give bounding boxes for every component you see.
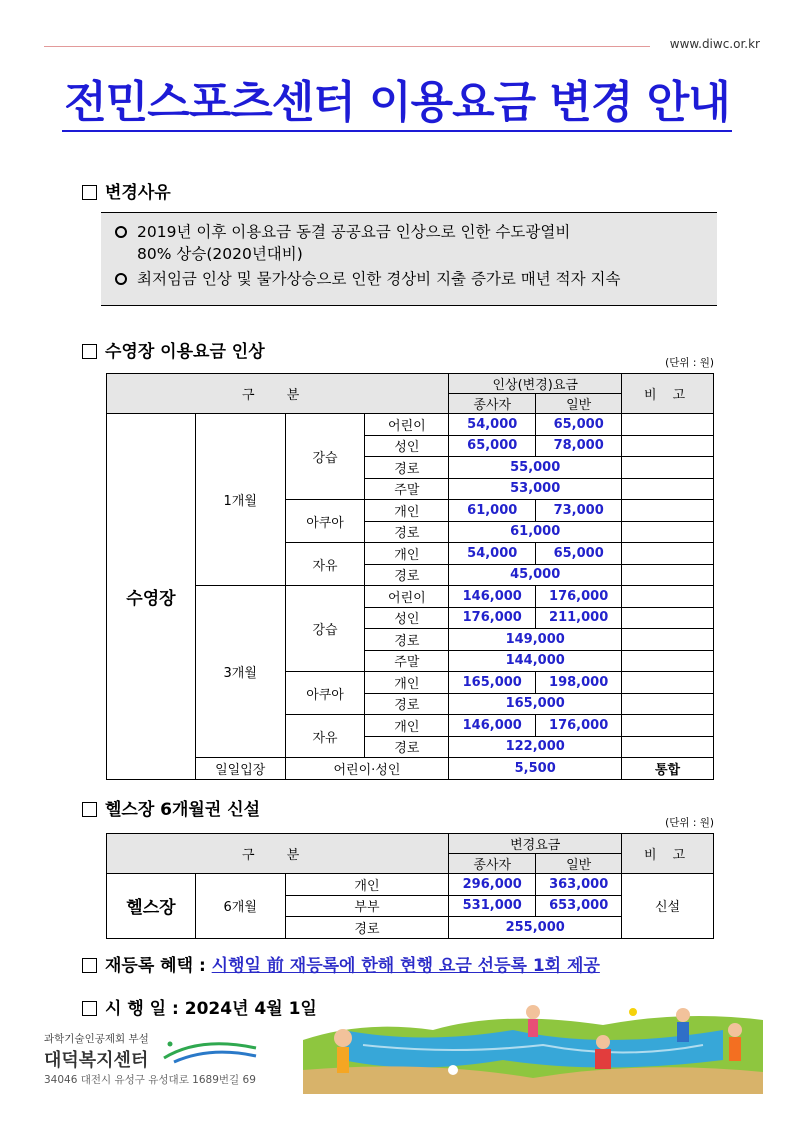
fee-cell: 165,000	[449, 693, 622, 715]
note-cell	[622, 607, 714, 629]
reregister-text: 시행일 前 재등록에 한해 현행 요금 선등록 1회 제공	[211, 956, 600, 976]
reason-heading-text: 변경사유	[105, 183, 171, 203]
table-row	[107, 874, 714, 896]
checkbox-icon	[82, 344, 97, 359]
facility-pool: 수영장	[107, 414, 196, 780]
row-label: 경로	[365, 521, 449, 543]
fee-cell: 55,000	[449, 457, 622, 479]
header-note: 비 고	[622, 834, 714, 874]
header-employee: 종사자	[449, 854, 536, 874]
fee-cell: 255,000	[449, 917, 622, 939]
fee-cell: 296,000	[449, 874, 536, 896]
note-cell	[622, 500, 714, 522]
fee-cell: 176,000	[536, 586, 622, 608]
period-6month: 6개월	[195, 874, 285, 939]
header-rule	[44, 46, 650, 47]
header-fee: 인상(변경)요금	[449, 374, 622, 394]
reregister-label: 재등록 혜택 :	[105, 956, 206, 976]
row-label: 주말	[365, 478, 449, 500]
pool-heading	[82, 337, 265, 362]
note-cell	[622, 521, 714, 543]
row-label: 개인	[285, 874, 449, 896]
row-label: 경로	[365, 564, 449, 586]
row-label: 경로	[365, 693, 449, 715]
org-logo-swoosh-icon	[160, 1032, 260, 1066]
reason-item-cont	[115, 243, 717, 265]
type-free: 자유	[285, 543, 365, 586]
fee-cell: 176,000	[536, 715, 622, 737]
fee-cell: 61,000	[449, 500, 536, 522]
header-category: 구 분	[107, 834, 449, 874]
header-general: 일반	[536, 394, 622, 414]
circle-bullet-icon	[115, 226, 127, 238]
row-label: 성인	[365, 607, 449, 629]
page-title-text: 전민스포츠센터 이용요금 변경 안내	[62, 77, 732, 132]
note-cell	[622, 629, 714, 651]
row-label: 어린이	[365, 414, 449, 436]
fee-cell: 54,000	[449, 543, 536, 565]
org-subtitle: 과학기술인공제회 부설	[44, 1033, 149, 1045]
header-category: 구 분	[107, 374, 449, 414]
reason-text: 최저임금 인상 및 물가상승으로 인한 경상비 지출 증가로 매년 적자 지속	[137, 270, 621, 288]
row-label: 개인	[365, 500, 449, 522]
fee-cell: 78,000	[536, 435, 622, 457]
note-cell	[622, 435, 714, 457]
note-cell	[622, 672, 714, 694]
row-label: 어린이	[365, 586, 449, 608]
reregister-notice	[82, 951, 600, 976]
gym-heading	[82, 795, 260, 820]
row-label: 경로	[365, 629, 449, 651]
page-title	[0, 66, 794, 130]
type-aqua: 아쿠아	[285, 672, 365, 715]
type-free: 자유	[285, 715, 365, 758]
pool-unit: (단위 : 원)	[665, 357, 714, 369]
table-row	[107, 758, 714, 780]
period-3month: 3개월	[195, 586, 285, 758]
effective-label: 시 행 일 :	[105, 999, 179, 1019]
facility-gym: 헬스장	[107, 874, 196, 939]
fee-cell: 53,000	[449, 478, 622, 500]
note-cell	[622, 414, 714, 436]
note-cell	[622, 736, 714, 758]
row-label: 개인	[365, 715, 449, 737]
type-lesson: 강습	[285, 414, 365, 500]
fee-cell: 149,000	[449, 629, 622, 651]
note-cell: 통합	[622, 758, 714, 780]
reason-item	[115, 268, 717, 290]
header-general: 일반	[536, 854, 622, 874]
type-lesson: 강습	[285, 586, 365, 672]
note-cell	[622, 543, 714, 565]
header-employee: 종사자	[449, 394, 536, 414]
circle-bullet-icon	[115, 273, 127, 285]
pool-heading-text: 수영장 이용요금 인상	[105, 342, 265, 362]
row-label: 개인	[365, 543, 449, 565]
row-label: 경로	[365, 736, 449, 758]
fee-cell: 146,000	[449, 715, 536, 737]
fee-cell: 144,000	[449, 650, 622, 672]
fee-cell: 198,000	[536, 672, 622, 694]
table-row	[107, 414, 714, 436]
header-fee: 변경요금	[449, 834, 622, 854]
row-label: 주말	[365, 650, 449, 672]
pool-fee-table	[106, 373, 714, 780]
fee-cell: 45,000	[449, 564, 622, 586]
header-note: 비 고	[622, 374, 714, 414]
note-cell	[622, 586, 714, 608]
fee-cell: 653,000	[536, 895, 622, 917]
fee-cell: 211,000	[536, 607, 622, 629]
reason-heading	[82, 178, 171, 203]
row-label: 성인	[365, 435, 449, 457]
note-cell	[622, 693, 714, 715]
note-cell	[622, 650, 714, 672]
fee-cell: 5,500	[449, 758, 622, 780]
row-label: 경로	[365, 457, 449, 479]
fee-cell: 176,000	[449, 607, 536, 629]
note-cell	[622, 457, 714, 479]
note-cell	[622, 564, 714, 586]
row-label: 개인	[365, 672, 449, 694]
fee-cell: 146,000	[449, 586, 536, 608]
reason-box	[101, 212, 717, 306]
fee-cell: 65,000	[449, 435, 536, 457]
reason-text: 80% 상승(2020년대비)	[137, 245, 303, 263]
gym-fee-table	[106, 833, 714, 939]
org-name: 대덕복지센터	[44, 1050, 149, 1071]
checkbox-icon	[82, 185, 97, 200]
daily-label: 일일입장	[195, 758, 285, 780]
fee-cell: 54,000	[449, 414, 536, 436]
daily-target: 어린이·성인	[285, 758, 449, 780]
org-address: 34046 대전시 유성구 유성대로 1689번길 69	[44, 1074, 256, 1086]
checkbox-icon	[82, 958, 97, 973]
effective-date	[82, 994, 317, 1019]
fee-cell: 65,000	[536, 543, 622, 565]
fee-cell: 61,000	[449, 521, 622, 543]
effective-date-value: 2024년 4월 1일	[184, 999, 317, 1019]
gym-unit: (단위 : 원)	[665, 817, 714, 829]
type-aqua: 아쿠아	[285, 500, 365, 543]
reason-item	[115, 221, 717, 243]
checkbox-icon	[82, 1001, 97, 1016]
row-label: 부부	[285, 895, 449, 917]
fee-cell: 531,000	[449, 895, 536, 917]
note-cell	[622, 478, 714, 500]
sports-illustration-icon	[303, 1000, 763, 1094]
row-label: 경로	[285, 917, 449, 939]
fee-cell: 73,000	[536, 500, 622, 522]
fee-cell: 65,000	[536, 414, 622, 436]
note-cell: 신설	[622, 874, 714, 939]
table-row	[107, 586, 714, 608]
fee-cell: 122,000	[449, 736, 622, 758]
gym-heading-text: 헬스장 6개월권 신설	[105, 800, 261, 820]
fee-cell: 165,000	[449, 672, 536, 694]
site-url: www.diwc.or.kr	[669, 37, 760, 51]
reason-text: 2019년 이후 이용요금 동결 공공요금 인상으로 인한 수도광열비	[137, 223, 571, 241]
checkbox-icon	[82, 802, 97, 817]
fee-cell: 363,000	[536, 874, 622, 896]
period-1month: 1개월	[195, 414, 285, 586]
note-cell	[622, 715, 714, 737]
